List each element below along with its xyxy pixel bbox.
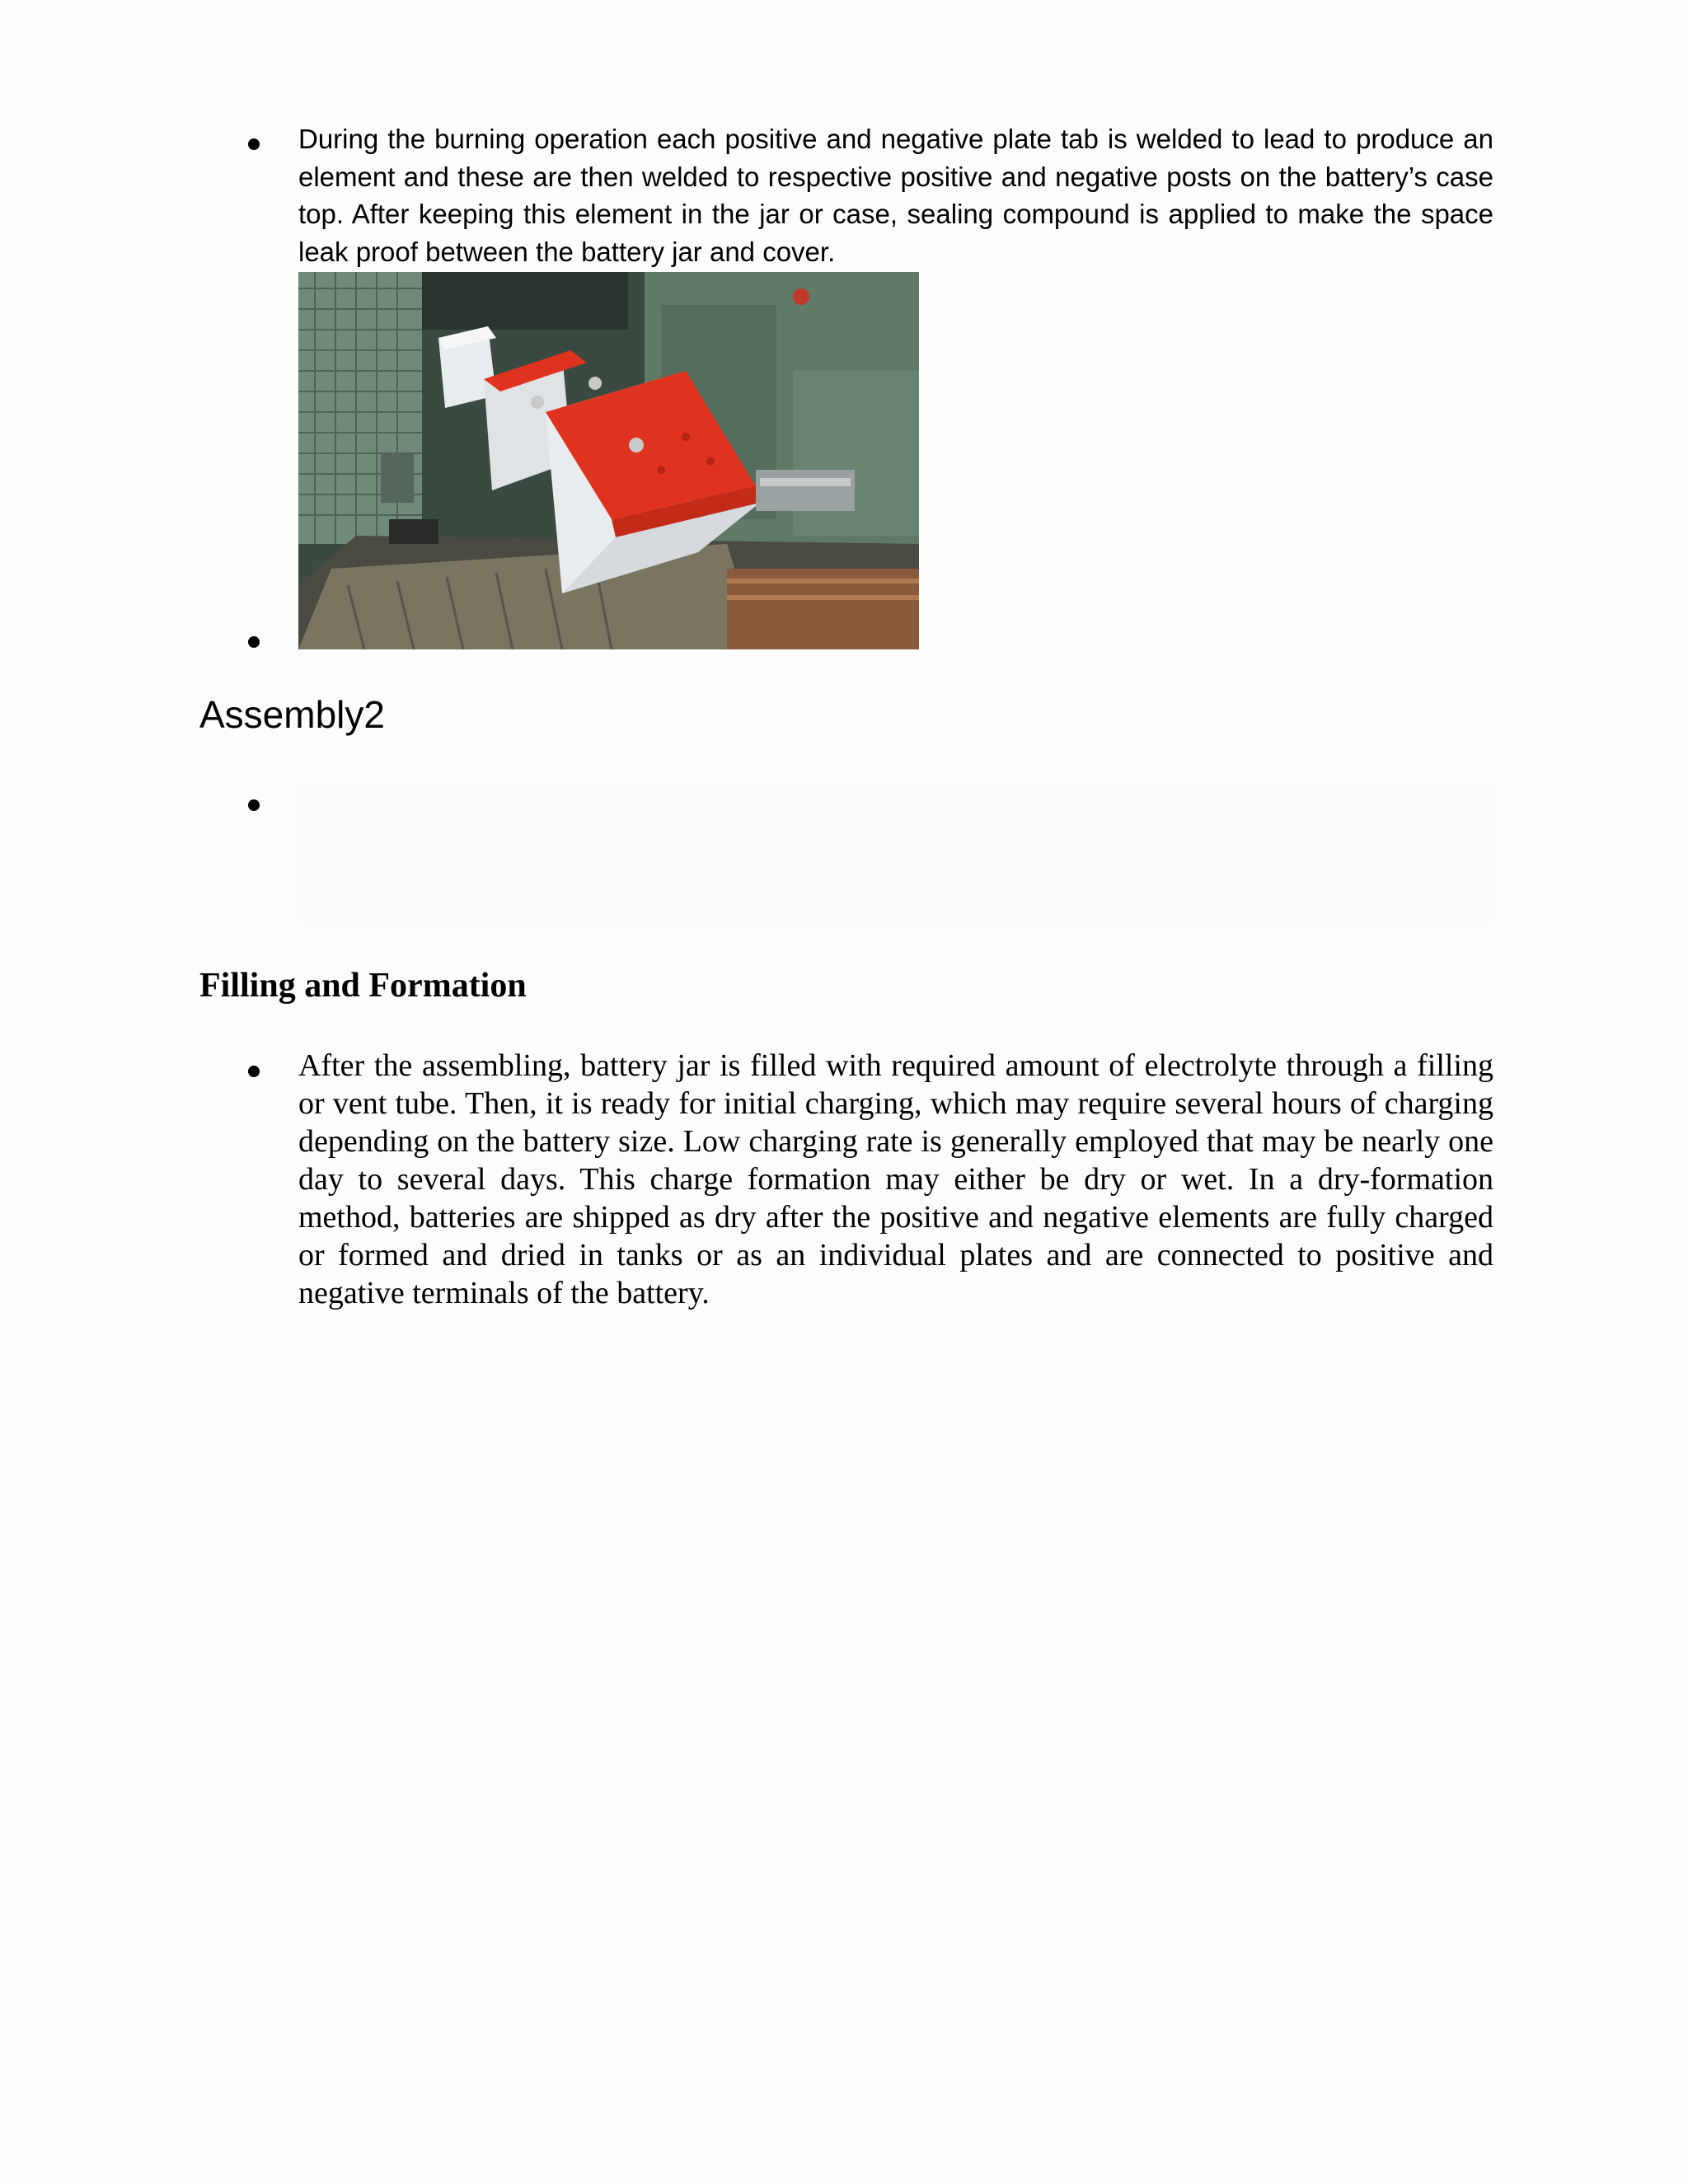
section-heading-assembly: Assembly2 xyxy=(199,693,385,736)
burning-operation-paragraph: During the burning operation each positive and negative plate tab is welded to lead to produce an element and these are then welded to respective positive and negative posts on the battery’s case top. After keeping this element in the jar or case, sealing compound is applied to make the space leak proof between the battery jar and cover. xyxy=(298,124,1493,267)
filling-formation-paragraph: After the assembling, battery jar is filled with required amount of electrolyte through a filling or vent tube. Then, it is ready for initial charging, which may require several hours of charging depending on the battery size. Low charging rate is generally employed that may be nearly one day to several days. This charge formation may either be dry or wet. In a dry-formation method, batteries are shipped as dry after the positive and negative elements are fully charged or formed and dried in tanks or as an individual plates and are connected to positive and negative terminals of the battery. xyxy=(298,1048,1493,1310)
blank-image-placeholder xyxy=(298,783,1493,923)
bullet-marker xyxy=(248,1066,260,1077)
bullet-marker xyxy=(248,636,260,648)
battery-assembly-photo-icon xyxy=(298,272,919,649)
battery-assembly-photo xyxy=(298,272,919,649)
bullet-marker xyxy=(248,799,260,811)
bullet-marker xyxy=(248,138,260,150)
section-heading-filling: Filling and Formation xyxy=(199,967,527,1005)
